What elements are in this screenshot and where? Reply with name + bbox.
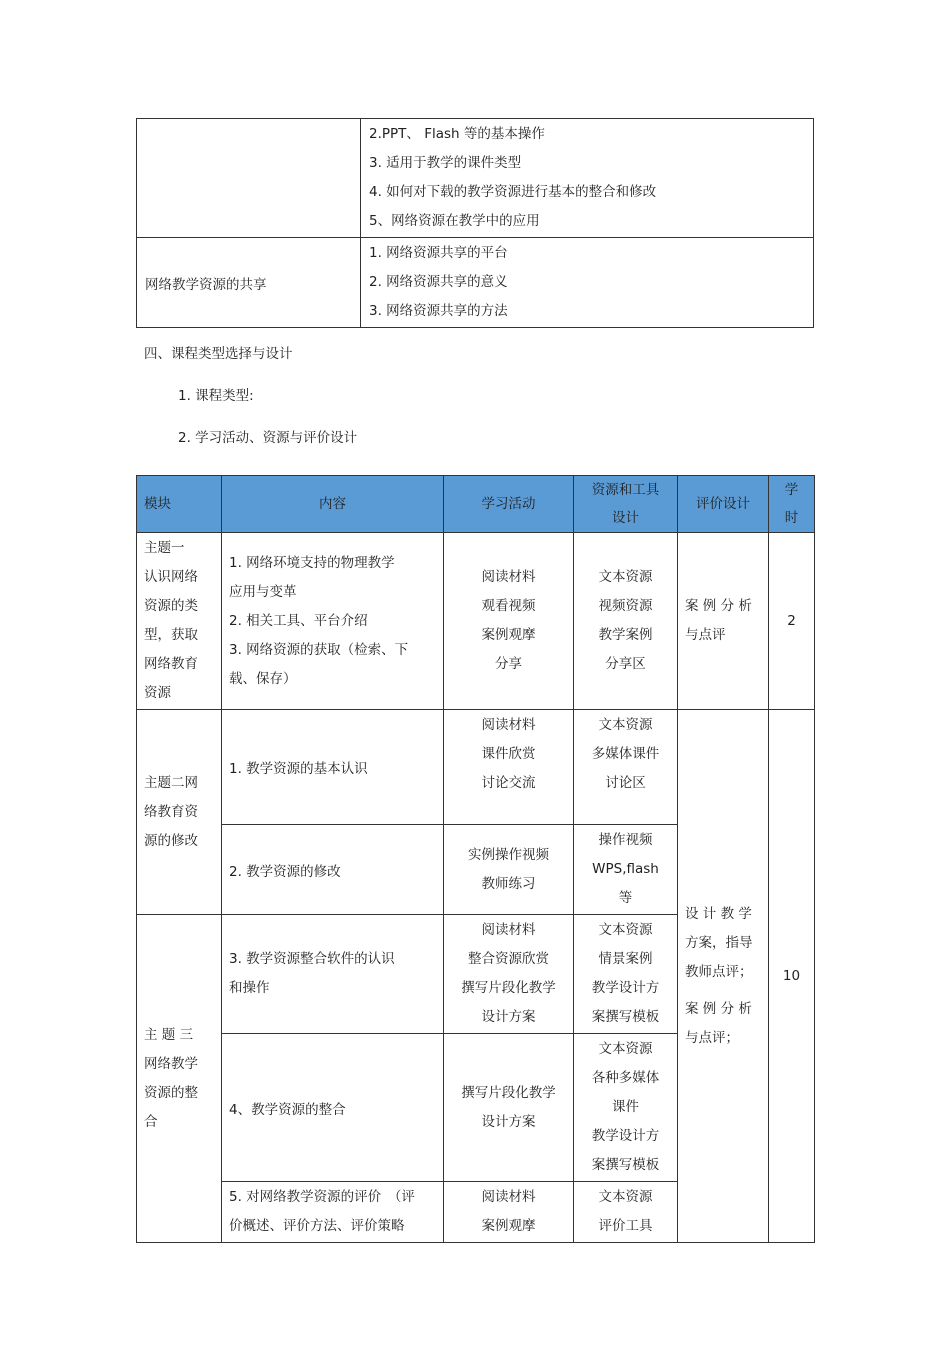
content-theme2-row1: 1. 教学资源的基本认识 [222, 710, 444, 825]
header-content: 内容 [222, 476, 444, 533]
section-heading: 四、课程类型选择与设计 [144, 346, 293, 362]
module-theme2: 主题二网 络教育资 源的修改 [137, 710, 222, 915]
activity-theme3-row1: 阅读材料 整合资源欣赏 撰写片段化教学 设计方案 [444, 915, 574, 1034]
section-subitem: 2. 学习活动、资源与评价设计 [178, 430, 358, 446]
table-row [137, 710, 815, 825]
content-theme2-row2: 2. 教学资源的修改 [222, 825, 444, 915]
content-theme3-row1: 3. 教学资源整合软件的认识 和操作 [222, 915, 444, 1034]
content-theme3-row2: 4、教学资源的整合 [222, 1034, 444, 1182]
list-item: 3. 网络资源共享的方法 [369, 303, 508, 319]
section-subitem: 1. 课程类型: [178, 388, 254, 404]
list-item: 4. 如何对下载的教学资源进行基本的整合和修改 [369, 184, 657, 200]
activity-theme2-row2: 实例操作视频 教师练习 [444, 825, 574, 915]
list-item: 2. 网络资源共享的意义 [369, 274, 508, 290]
resource-theme2-row1: 文本资源 多媒体课件 讨论区 [574, 710, 678, 825]
list-item: 3. 适用于教学的课件类型 [369, 155, 522, 171]
table-cell-items [361, 238, 814, 328]
hours-shared: 10 [769, 710, 815, 1243]
header-evaluation: 评价设计 [678, 476, 769, 533]
table-row [137, 238, 814, 328]
activity-theme1: 阅读材料 观看视频 案例观摩 分享 [444, 533, 574, 710]
resource-theme3-row3: 文本资源 评价工具 [574, 1182, 678, 1243]
activity-theme2-row1: 阅读材料 课件欣赏 讨论交流 [444, 710, 574, 825]
header-hours: 学 时 [769, 476, 815, 533]
table-header-row [137, 476, 815, 533]
top-table [136, 118, 814, 328]
activity-theme3-row2: 撰写片段化教学 设计方案 [444, 1034, 574, 1182]
module-theme3: 主 题 三 网络教学 资源的整 合 [137, 915, 222, 1243]
list-item: 5、网络资源在教学中的应用 [369, 213, 540, 229]
table-row [137, 119, 814, 238]
resource-theme1: 文本资源 视频资源 教学案例 分享区 [574, 533, 678, 710]
activity-theme3-row3: 阅读材料 案例观摩 [444, 1182, 574, 1243]
table-row [137, 533, 815, 710]
resource-theme3-row2: 文本资源 各种多媒体 课件 教学设计方 案撰写模板 [574, 1034, 678, 1182]
evaluation-shared: 设 计 教 学 方案，指导 教师点评； 案 例 分 析 与点评； [678, 710, 769, 1243]
resource-theme2-row2: 操作视频 WPS,flash 等 [574, 825, 678, 915]
list-item: 2.PPT、 Flash 等的基本操作 [369, 126, 545, 142]
header-resource: 资源和工具 设计 [574, 476, 678, 533]
module-theme1: 主题一 认识网络 资源的类 型，获取 网络教育 资源 [137, 533, 222, 710]
table-cell-label [137, 119, 361, 238]
table-cell-label: 网络教学资源的共享 [137, 238, 361, 328]
content-theme1: 1. 网络环境支持的物理教学 应用与变革 2. 相关工具、平台介绍 3. 网络资源的获取（检索、下 载、保存） [222, 533, 444, 710]
header-module: 模块 [137, 476, 222, 533]
hours-theme1: 2 [769, 533, 815, 710]
evaluation-theme1: 案 例 分 析 与点评 [678, 533, 769, 710]
table-cell-items [361, 119, 814, 238]
design-table [136, 475, 815, 1243]
resource-theme3-row1: 文本资源 情景案例 教学设计方 案撰写模板 [574, 915, 678, 1034]
content-theme3-row3: 5. 对网络教学资源的评价 （评 价概述、评价方法、评价策略 [222, 1182, 444, 1243]
list-item: 1. 网络资源共享的平台 [369, 245, 508, 261]
header-activity: 学习活动 [444, 476, 574, 533]
